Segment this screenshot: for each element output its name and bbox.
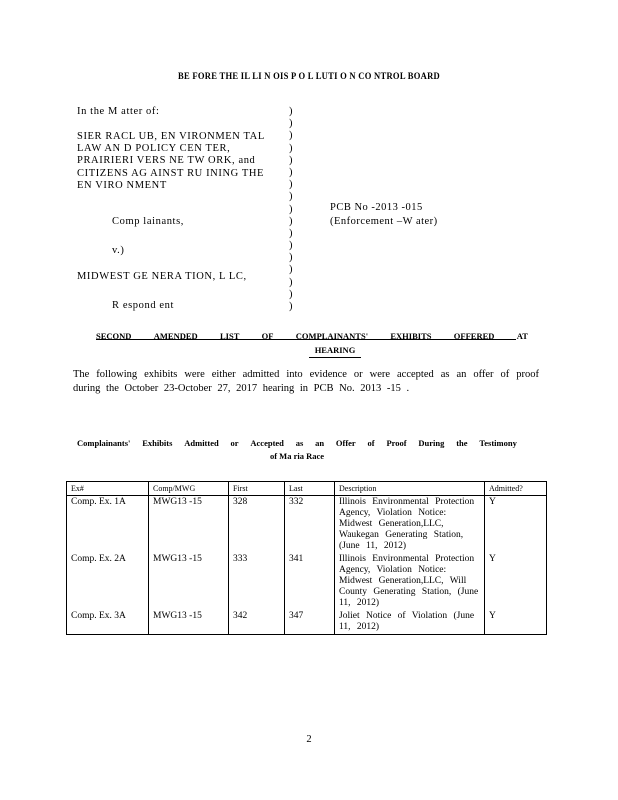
paren: ) xyxy=(289,179,293,191)
exhibit-number: Comp. Ex. 1A xyxy=(67,496,149,554)
paren: ) xyxy=(289,203,293,215)
admitted: Y xyxy=(485,496,547,554)
column-header: Admitted? xyxy=(485,482,547,496)
column-header: Ex# xyxy=(67,482,149,496)
heading-word: OFFERED xyxy=(453,331,495,341)
subheading-line-1 xyxy=(77,437,517,450)
paren: ) xyxy=(289,240,293,252)
complainants-label: Comp lainants, xyxy=(112,216,184,227)
heading-word: OF xyxy=(261,331,274,341)
party-line: LAW AN D POLICY CEN TER, xyxy=(77,143,231,155)
comp-mwg: MWG13 -15 xyxy=(149,610,229,635)
heading-underline xyxy=(96,339,516,340)
subheading-word: of xyxy=(367,438,375,448)
heading-word: LIST xyxy=(219,331,240,341)
last-page: 347 xyxy=(285,610,335,635)
paren: ) xyxy=(289,264,293,276)
party-line: SIER RACL UB, EN VIRONMEN TAL xyxy=(77,131,265,142)
subheading-word: Admitted xyxy=(184,438,219,448)
heading-word: AT xyxy=(516,331,528,341)
enforcement-type: (Enforcement –W ater) xyxy=(330,216,438,227)
first-page: 328 xyxy=(229,496,285,554)
column-header: Comp/MWG xyxy=(149,482,229,496)
caption-parentheses xyxy=(289,106,293,313)
subheading-word: Complainants' xyxy=(77,438,131,448)
paren: ) xyxy=(289,227,293,239)
paren: ) xyxy=(289,154,293,166)
admitted: Y xyxy=(485,610,547,635)
subheading-word: or xyxy=(230,438,239,448)
admitted: Y xyxy=(485,553,547,610)
heading-line-1 xyxy=(60,329,560,343)
versus-label: v.) xyxy=(112,245,125,256)
description: Illinois Environmental Protection Agency, Violation Notice: Midwest Generation,LLC, Waukegan Generating Station, (June 11, 2012) xyxy=(335,496,485,554)
first-page: 333 xyxy=(229,553,285,610)
paren: ) xyxy=(289,288,293,300)
paren: ) xyxy=(289,166,293,178)
heading-word: AMENDED xyxy=(153,331,198,341)
paren: ) xyxy=(289,118,293,130)
intro-paragraph: The following exhibits were either admitted into evidence or were accepted as an offer of proof during the October 23-October 27, 2017 hearing in PCB No. 2013 -15 . xyxy=(73,369,539,394)
party-names xyxy=(77,131,277,192)
in-the-matter-label: In the M atter of: xyxy=(77,106,160,117)
exhibits-table xyxy=(66,481,547,635)
subheading-word: Accepted xyxy=(250,438,284,448)
pcb-number: PCB No -2013 -015 xyxy=(330,202,423,213)
subheading-line-2: of Ma ria Race xyxy=(269,451,325,461)
last-page: 341 xyxy=(285,553,335,610)
party-line: CITIZENS AG AINST RU INING THE xyxy=(77,167,265,179)
witness-subheading xyxy=(77,437,517,463)
comp-mwg: MWG13 -15 xyxy=(149,553,229,610)
board-title: BE FORE THE IL LI N OIS P O L LUTI O N CO NTROL BOARD xyxy=(178,72,440,82)
subheading-word: the xyxy=(456,438,468,448)
heading-word: EXHIBITS xyxy=(390,331,432,341)
table-row xyxy=(67,496,547,554)
paren: ) xyxy=(289,130,293,142)
paren: ) xyxy=(289,276,293,288)
subheading-word: Proof xyxy=(386,438,407,448)
exhibit-number: Comp. Ex. 3A xyxy=(67,610,149,635)
subheading-word: Exhibits xyxy=(142,438,173,448)
paren: ) xyxy=(289,215,293,227)
table-row xyxy=(67,610,547,635)
description: Illinois Environmental Protection Agency, Violation Notice: Midwest Generation,LLC, Will County Generating Station, (June 11, 2012) xyxy=(335,553,485,610)
column-header: First xyxy=(229,482,285,496)
subheading-word: Offer xyxy=(335,438,356,448)
exhibit-number: Comp. Ex. 2A xyxy=(67,553,149,610)
party-line: EN VIRO NMENT xyxy=(77,179,167,191)
heading-word: SECOND xyxy=(96,331,132,341)
column-header: Description xyxy=(335,482,485,496)
description: Joliet Notice of Violation (June 11, 2012) xyxy=(335,610,485,635)
paren: ) xyxy=(289,301,293,312)
document-heading xyxy=(60,329,560,358)
page-number: 2 xyxy=(306,734,312,745)
first-page: 342 xyxy=(229,610,285,635)
table-header-row xyxy=(67,482,547,496)
column-header: Last xyxy=(285,482,335,496)
paren: ) xyxy=(289,252,293,264)
subheading-word: as xyxy=(295,438,304,448)
paren: ) xyxy=(289,191,293,203)
respondent-label: R espond ent xyxy=(112,300,175,311)
table-row xyxy=(67,553,547,610)
last-page: 332 xyxy=(285,496,335,554)
paren: ) xyxy=(289,106,293,117)
subheading-word: Testimony xyxy=(479,438,517,448)
subheading-word: During xyxy=(418,438,445,448)
heading-line-2: HEARING xyxy=(309,343,362,358)
paren: ) xyxy=(289,142,293,154)
respondent-name: MIDWEST GE NERA TION, L LC, xyxy=(77,271,247,282)
heading-word: COMPLAINANTS' xyxy=(295,331,369,341)
party-line: PRAIRIERI VERS NE TW ORK, and xyxy=(77,155,256,167)
subheading-word: an xyxy=(315,438,325,448)
comp-mwg: MWG13 -15 xyxy=(149,496,229,554)
